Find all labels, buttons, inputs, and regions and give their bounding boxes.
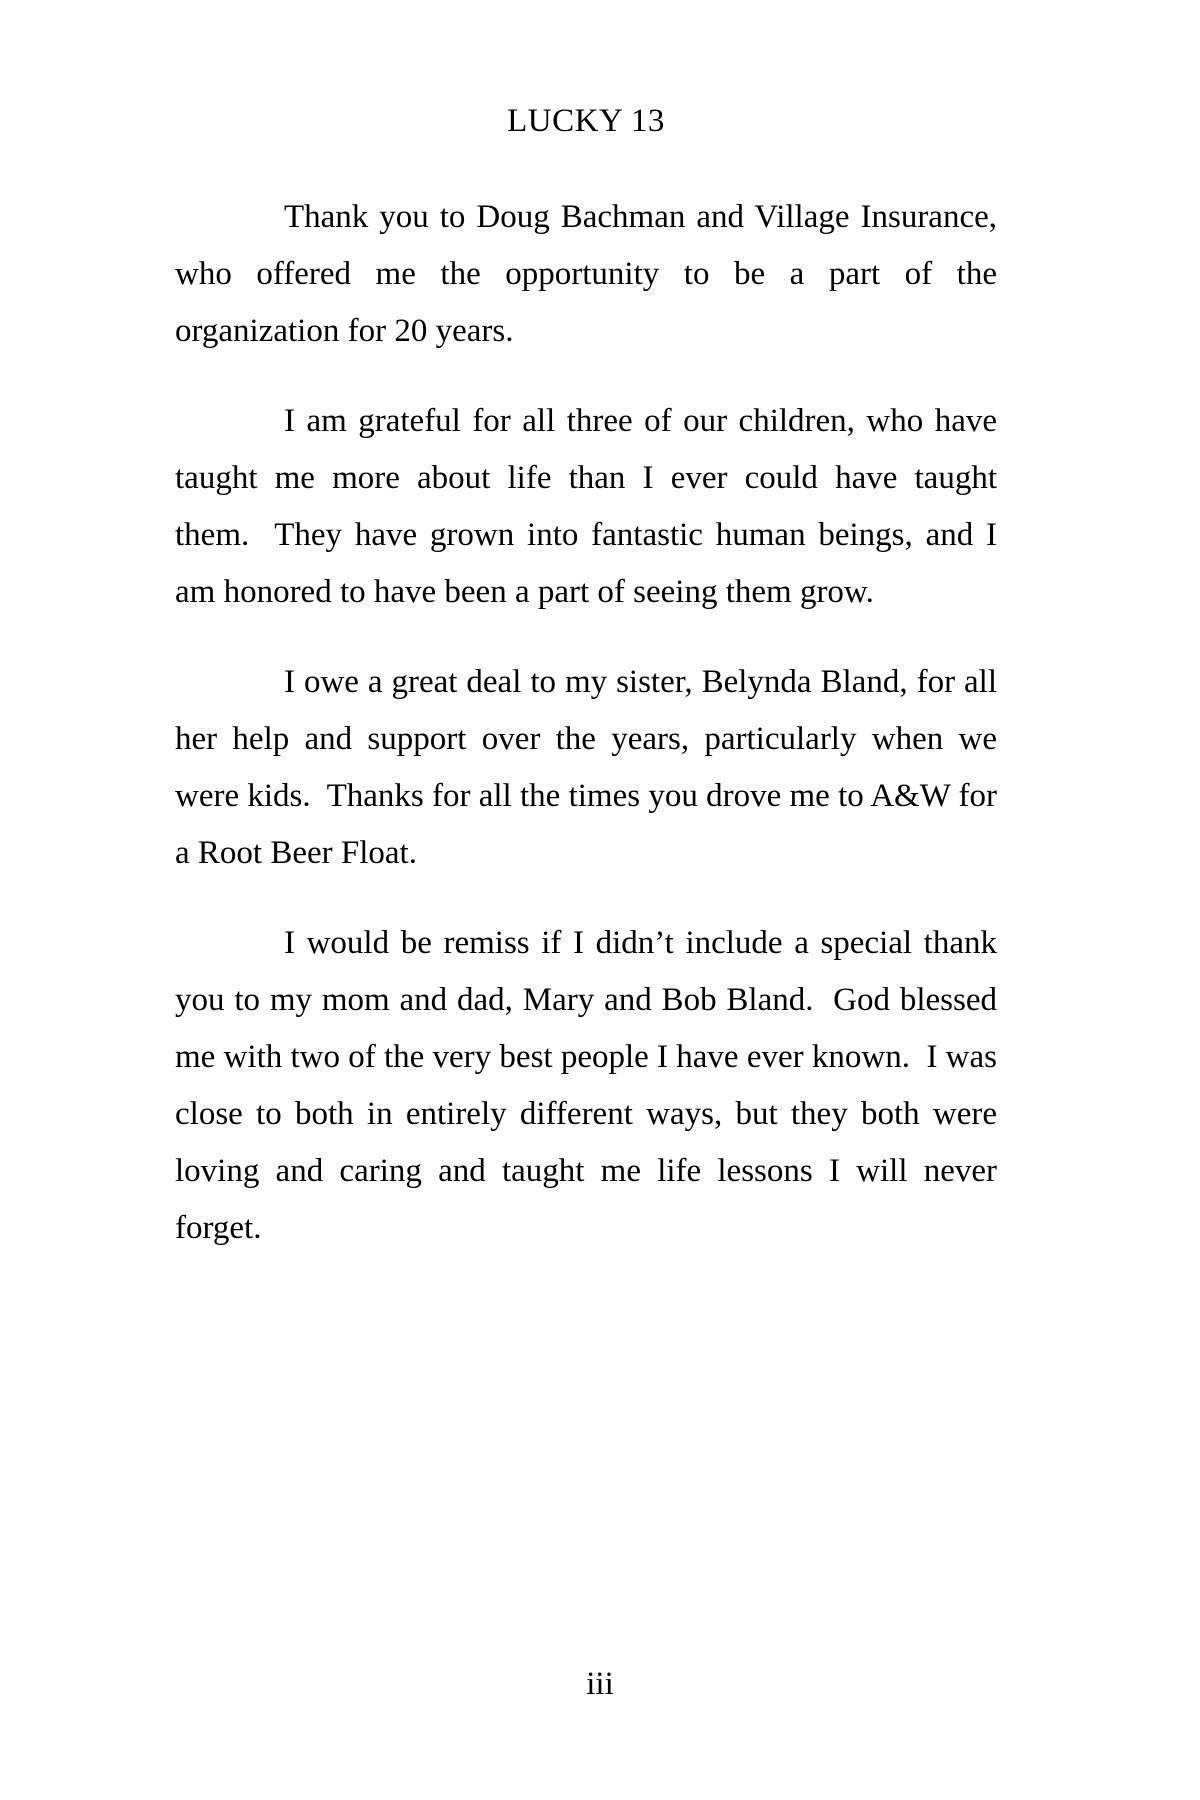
page-body xyxy=(175,189,997,1257)
body-paragraph: I owe a great deal to my sister, Belynda Bland, for all her help and support over the years, particularly when we were kids. Thanks for all the times you drove me to A&W for a Root Beer Float. xyxy=(175,664,997,871)
page-number: iii xyxy=(586,1666,614,1702)
body-paragraph: I am grateful for all three of our children, who have taught me more about life than I ever could have taught them. They have grown into fantastic human beings, and I am honored to have been a part of seeing them grow. xyxy=(175,403,997,610)
body-paragraph: I would be remiss if I didn’t include a special thank you to my mom and dad, Mary and Bob Bland. God blessed me with two of the very best people I have ever known. I was close to both in entirely different ways, but they both were loving and caring and taught me life lessons I will never forget. xyxy=(175,925,998,1246)
running-head-title: LUCKY 13 xyxy=(507,103,665,139)
body-paragraph: Thank you to Doug Bachman and Village Insurance, who offered me the opportunity to be a part of the organization for 20 years. xyxy=(175,199,997,349)
